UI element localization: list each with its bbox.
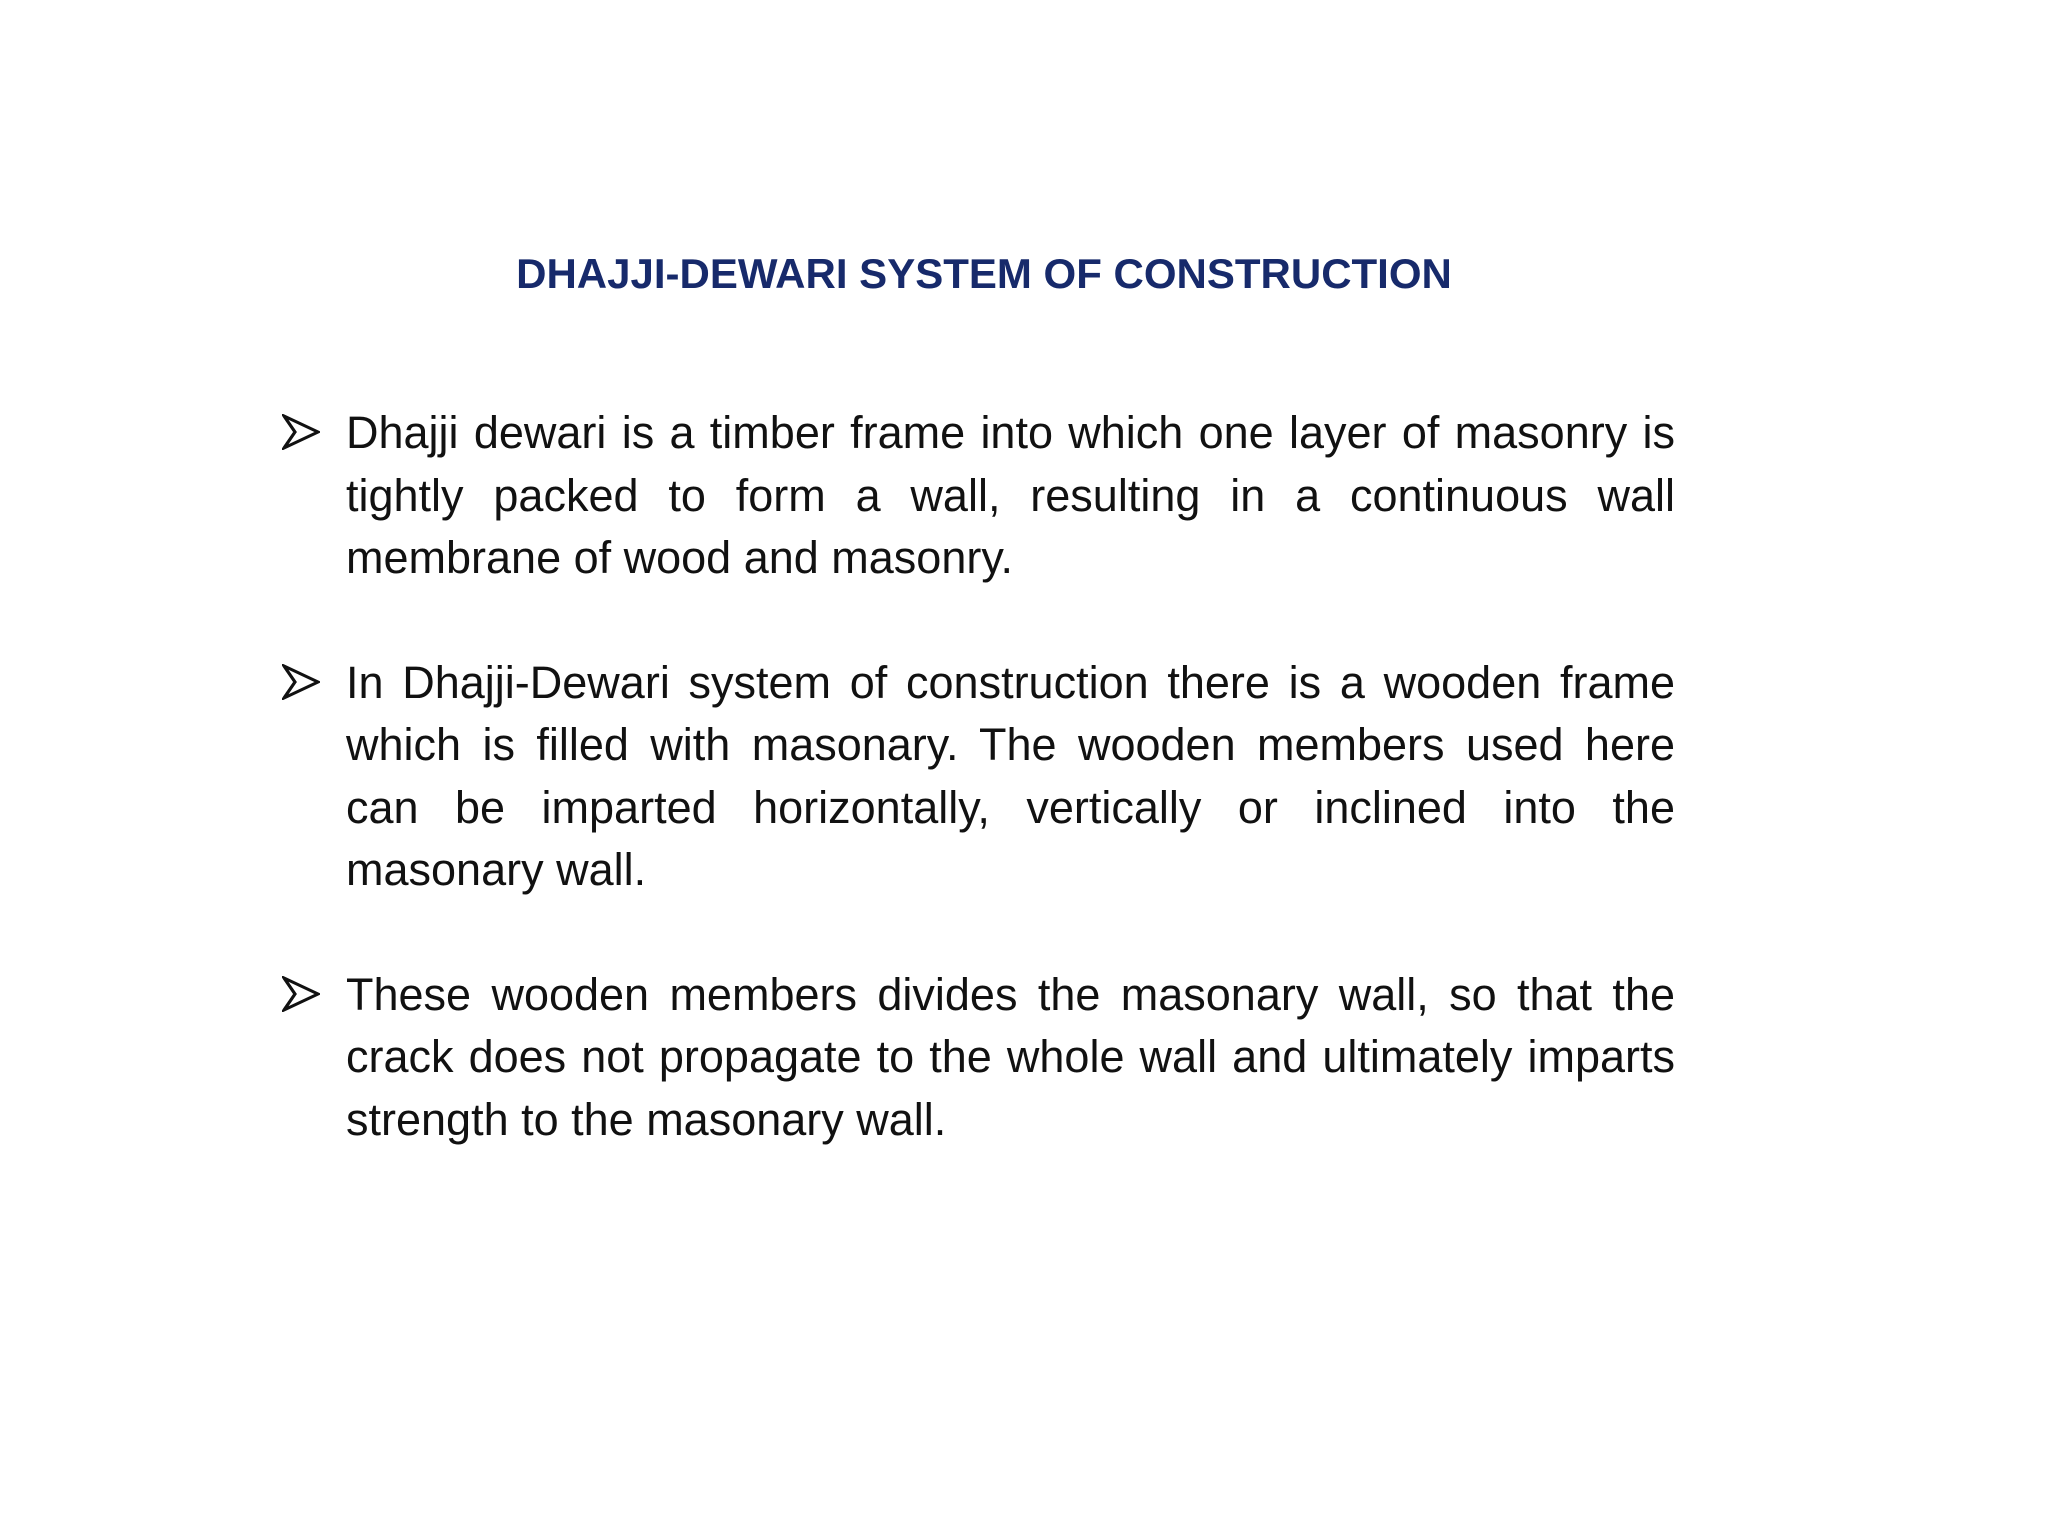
arrowhead-bullet-icon [282,976,320,1012]
bullet-list [280,402,1675,1213]
bullet-item [280,964,1675,1152]
bullet-item [280,402,1675,590]
slide-title: DHAJJI-DEWARI SYSTEM OF CONSTRUCTION [516,250,1452,297]
arrowhead-bullet-icon [282,664,320,700]
bullet-text: These wooden members divides the masonary wall, so that the crack does not propagate to the whole wall and ultimately imparts strength to the masonary wall. [346,968,1675,1145]
arrowhead-bullet-icon [282,414,320,450]
bullet-text: In Dhajji-Dewari system of construction there is a wooden frame which is filled with masonary. The wooden members used here can be imparted horizontally, vertically or inclined into the masonary wall. [346,656,1675,895]
bullet-item [280,652,1675,902]
bullet-text: Dhajji dewari is a timber frame into which one layer of masonry is tightly packed to form a wall, resulting in a continuous wall membrane of wood and masonry. [346,407,1675,583]
